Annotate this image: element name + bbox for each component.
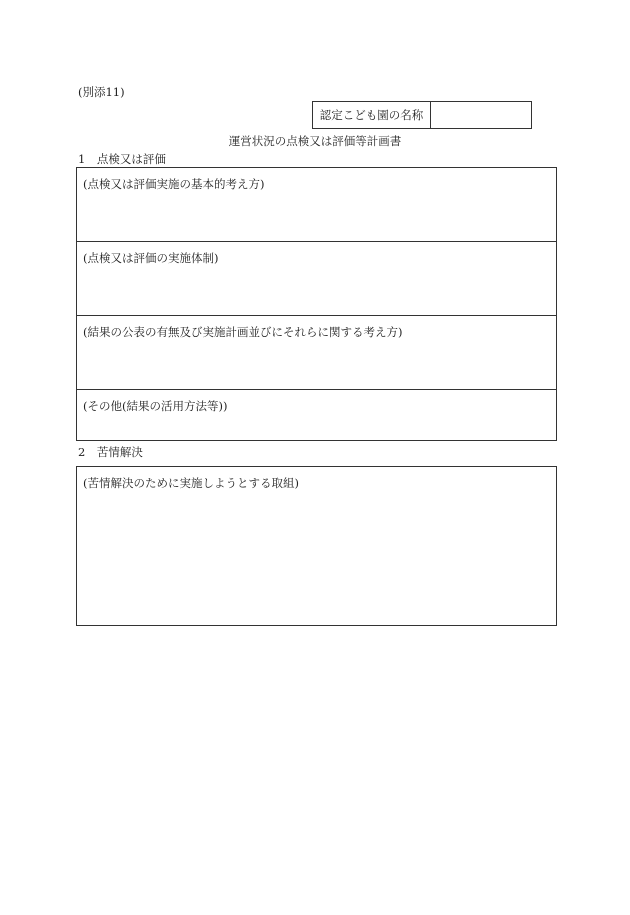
complaint-resolution-label: (苦情解決のために実施しようとする取組) xyxy=(83,476,299,490)
other-usage-label: (その他(結果の活用方法等)) xyxy=(83,399,228,413)
evaluation-system-label: (点検又は評価の実施体制) xyxy=(83,251,219,265)
section-heading-complaints: 2 苦情解決 xyxy=(78,445,143,459)
evaluation-system-cell[interactable] xyxy=(77,242,556,316)
publication-plan-cell[interactable] xyxy=(77,316,556,390)
other-usage-cell[interactable] xyxy=(77,390,556,440)
facility-name-field[interactable] xyxy=(431,102,531,128)
document-title: 運営状況の点検又は評価等計画書 xyxy=(228,134,402,148)
publication-plan-label: (結果の公表の有無及び実施計画並びにそれらに関する考え方) xyxy=(83,325,403,339)
attachment-label: (別添11) xyxy=(78,85,125,99)
evaluation-basic-approach-label: (点検又は評価実施の基本的考え方) xyxy=(83,177,265,191)
facility-name-table xyxy=(312,101,532,129)
evaluation-table xyxy=(76,167,557,441)
facility-name-label: 認定こども園の名称 xyxy=(313,102,431,128)
section-heading-evaluation: 1 点検又は評価 xyxy=(78,152,166,166)
evaluation-basic-approach-cell[interactable] xyxy=(77,168,556,242)
complaint-resolution-cell[interactable] xyxy=(76,466,557,626)
